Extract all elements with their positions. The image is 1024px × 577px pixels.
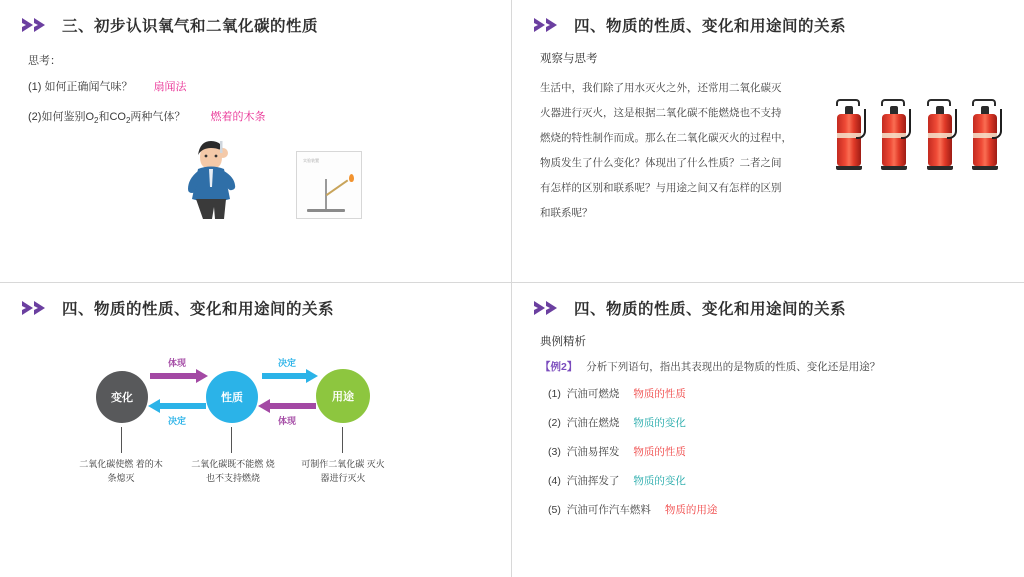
extinguisher-neck — [981, 106, 989, 114]
fire-extinguisher-icon — [923, 99, 957, 170]
extinguisher-handle — [836, 99, 860, 106]
stand-base — [307, 209, 345, 212]
arrow-label-bottom-2: 体现 — [278, 416, 297, 426]
paragraph-line: 物质发生了什么变化？体现出了什么性质？二者之间 — [540, 157, 782, 169]
item-answer-tag: 物质的变化 — [633, 417, 686, 429]
question-1 — [28, 78, 492, 94]
slide-2 — [512, 0, 1024, 283]
diagram-node-change: 变化 — [96, 371, 148, 423]
question-2 — [28, 108, 492, 125]
item-number: (1) — [548, 388, 561, 400]
question-1-answer: 扇闻法 — [153, 81, 187, 93]
extinguisher-base — [927, 166, 953, 170]
flame-icon — [349, 174, 354, 182]
slide-4-heading — [512, 283, 1024, 319]
example-question-row — [540, 359, 1004, 374]
extinguisher-base — [881, 166, 907, 170]
extinguisher-hose — [856, 109, 866, 139]
experiment-caption: 实验装置 — [303, 158, 319, 164]
question-2-answer: 燃着的木条 — [210, 111, 266, 123]
extinguisher-neck — [936, 106, 944, 114]
extinguisher-handle — [927, 99, 951, 106]
item-answer-tag: 物质的用途 — [664, 504, 718, 516]
double-chevron-icon — [22, 17, 52, 33]
fire-extinguishers-image — [832, 92, 1002, 170]
relationship-diagram — [0, 343, 512, 483]
figure-row — [28, 139, 492, 249]
item-number: (3) — [548, 446, 561, 458]
item-text: 汽油挥发了 — [566, 475, 620, 487]
paragraph — [540, 76, 820, 226]
paragraph-line: 有怎样的区别和联系呢？与用途之间又有怎样的区别 — [540, 182, 782, 194]
extinguisher-hose — [901, 109, 911, 139]
paragraph-line: 生活中，我们除了用水灭火之外，还常用二氧化碳灭 — [540, 82, 782, 94]
diagram-caption-3: 可制作二氧化碳 灭火器进行灭火 — [301, 459, 385, 483]
item-answer-tag: 物质的变化 — [633, 475, 686, 487]
question-2-sub1: 2 — [94, 116, 99, 126]
heading-text: 四、物质的性质、变化和用途间的关系 — [574, 18, 847, 35]
paragraph-line: 火器进行灭火，这是根据二氧化碳不能燃烧也不支持 — [540, 107, 782, 119]
list-item — [540, 386, 1004, 401]
item-number: (2) — [548, 417, 561, 429]
fire-extinguisher-icon — [968, 99, 1002, 170]
extinguisher-handle — [972, 99, 996, 106]
slide-4 — [512, 283, 1024, 577]
slide-3 — [0, 283, 512, 577]
question-2-sub2: 2 — [125, 116, 131, 126]
connector-line — [121, 427, 122, 453]
double-chevron-icon — [534, 17, 564, 33]
list-item — [540, 415, 1004, 430]
heading-text: 四、物质的性质、变化和用途间的关系 — [574, 301, 847, 318]
double-chevron-icon — [534, 300, 564, 316]
boy-smelling-gas-illustration — [176, 139, 246, 221]
extinguisher-base — [972, 166, 998, 170]
think-label: 思考： — [28, 55, 61, 67]
list-item — [540, 444, 1004, 459]
observe-and-think-label: 观察与思考 — [540, 53, 598, 65]
horizontal-divider — [0, 282, 1024, 283]
paragraph-line: 燃烧的特性制作而成。那么在二氧化碳灭火的过程中， — [540, 132, 792, 144]
extinguisher-neck — [890, 106, 898, 114]
connector-line — [231, 427, 232, 453]
item-number: (5) — [548, 504, 561, 516]
double-chevron-icon — [22, 300, 52, 316]
example-question-text: 分析下列语句，指出其表现出的是物质的性质、变化还是用途？ — [586, 361, 881, 373]
heading-text: 三、初步认识氧气和二氧化碳的性质 — [62, 18, 319, 35]
question-2-mid: 和CO — [98, 111, 126, 123]
item-answer-tag: 物质的性质 — [633, 388, 686, 400]
question-2-prefix: (2)如何鉴别O — [28, 111, 94, 123]
experiment-apparatus-illustration — [296, 151, 362, 219]
arrow-label-top-2: 决定 — [278, 358, 297, 368]
question-2-suffix: 两种气体？ — [130, 111, 186, 123]
vertical-divider — [511, 0, 512, 577]
diagram-caption-2: 二氧化碳既不能燃 烧也不支持燃烧 — [191, 459, 275, 483]
classic-examples-label: 典例精析 — [540, 336, 586, 348]
extinguisher-hose — [992, 109, 1002, 139]
item-text: 汽油在燃烧 — [566, 417, 620, 429]
question-1-text: (1) 如何正确闻气味？ — [28, 81, 133, 93]
heading-text: 四、物质的性质、变化和用途间的关系 — [62, 301, 335, 318]
item-text: 汽油可燃烧 — [566, 388, 620, 400]
extinguisher-base — [836, 166, 862, 170]
arrow-label-bottom-1: 决定 — [168, 416, 187, 426]
arrow-label-top-1: 体现 — [168, 358, 187, 368]
fire-extinguisher-icon — [832, 99, 866, 170]
item-text: 汽油可作汽车燃料 — [566, 504, 651, 516]
extinguisher-hose — [947, 109, 957, 139]
list-item — [540, 473, 1004, 488]
slide-2-heading — [512, 0, 1024, 36]
extinguisher-handle — [881, 99, 905, 106]
fire-extinguisher-icon — [877, 99, 911, 170]
slide-3-heading — [0, 283, 512, 319]
item-number: (4) — [548, 475, 561, 487]
diagram-node-use: 用途 — [316, 369, 370, 423]
example-tag: 【例2】 — [540, 361, 578, 373]
paragraph-line: 和联系呢？ — [540, 207, 593, 219]
item-text: 汽油易挥发 — [566, 446, 620, 458]
slide-1-heading — [0, 0, 512, 36]
diagram-caption-1: 二氧化碳使燃 着的木条熄灭 — [79, 459, 163, 483]
diagram-node-property: 性质 — [206, 371, 258, 423]
burning-wooden-stick — [326, 180, 348, 197]
slide-1 — [0, 0, 512, 283]
slide-1-body — [0, 36, 512, 249]
connector-line — [342, 427, 343, 453]
item-answer-tag: 物质的性质 — [633, 446, 686, 458]
extinguisher-neck — [845, 106, 853, 114]
list-item — [540, 502, 1004, 517]
slide-4-body — [512, 319, 1024, 517]
